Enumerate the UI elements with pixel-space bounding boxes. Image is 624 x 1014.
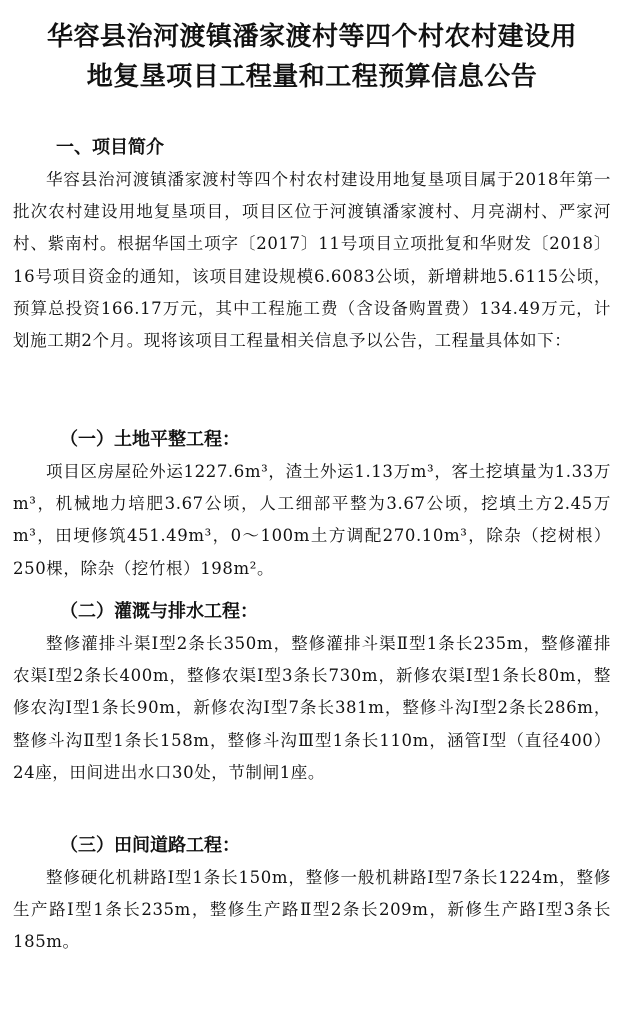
land-leveling-paragraph: 项目区房屋砼外运1227.6m³，渣土外运1.13万m³，客土挖填量为1.33万m³，机械地力培肥3.67公顷，人工细部平整为3.67公顷，挖填土方2.45万m³，田埂修筑451.49m³，0～100m土方调配270.10m³，除杂（挖树根）250棵，除杂（挖竹根）198m²。 [13, 462, 611, 578]
project-overview-paragraph: 华容县治河渡镇潘家渡村等四个村农村建设用地复垦项目属于2018年第一批次农村建设用地复垦项目，项目区位于河渡镇潘家渡村、月亮湖村、严家河村、紫南村。根据华国土项字〔2017〕11号项目立项批复和华财发〔2018〕16号项目资金的通知，该项目建设规模6.6083公顷，新增耕地5.6115公顷，预算总投资166.17万元，其中工程施工费（含设备购置费）134.49万元，计划施工期2个月。现将该项目工程量相关信息予以公告，工程量具体如下： [13, 170, 611, 351]
subsection-heading-irrigation-drainage: （二）灌溉与排水工程： [60, 601, 258, 622]
subsection-heading-land-leveling: （一）土地平整工程： [60, 429, 240, 450]
document-title-line-1: 华容县治河渡镇潘家渡村等四个村农村建设用 [46, 22, 577, 52]
section-heading-project-overview: 一、项目简介 [56, 137, 164, 158]
subsection-heading-field-roads: （三）田间道路工程： [60, 835, 240, 856]
irrigation-drainage-paragraph: 整修灌排斗渠Ⅰ型2条长350m，整修灌排斗渠Ⅱ型1条长235m，整修灌排农渠Ⅰ型2条长400m，整修农渠Ⅰ型3条长730m，新修农渠Ⅰ型1条长80m，整修农沟Ⅰ型1条长90m，新修农沟Ⅰ型7条长381m，整修斗沟Ⅰ型2条长286m，整修斗沟Ⅱ型1条长158m，整修斗沟Ⅲ型1条长110m，涵管Ⅰ型（直径400）24座，田间进出水口30处，节制闸1座。 [13, 634, 611, 782]
document-title-line-2: 地复垦项目工程量和工程预算信息公告 [86, 62, 538, 92]
field-roads-paragraph: 整修硬化机耕路Ⅰ型1条长150m，整修一般机耕路Ⅰ型7条长1224m，整修生产路Ⅰ型1条长235m，整修生产路Ⅱ型2条长209m，新修生产路Ⅰ型3条长185m。 [13, 868, 611, 952]
